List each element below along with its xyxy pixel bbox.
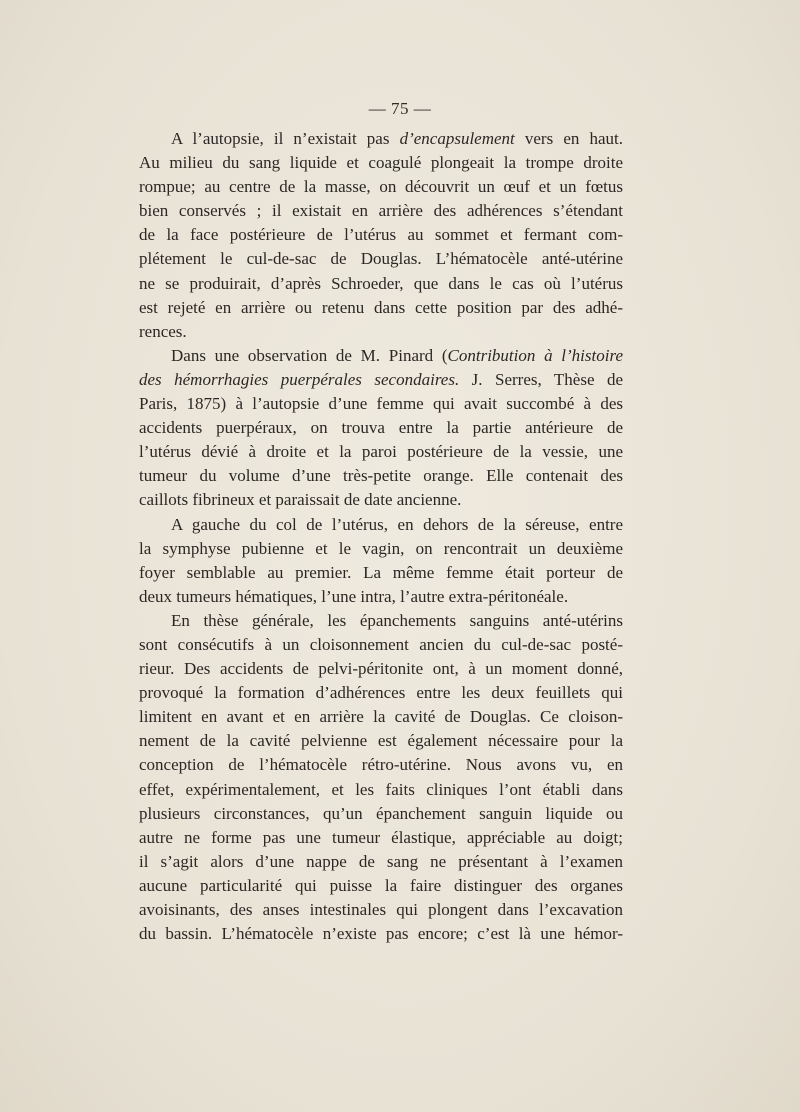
text-run: provoqué la formation d’adhérences entre les deux feuillets qui [139,683,623,703]
text-run: caillots fibrineux et paraissait de date ancienne. [139,490,462,510]
text-line [139,826,623,850]
text-line [139,392,623,416]
italic-text: Contribution à l’histoire [447,345,623,365]
text-line [139,127,623,151]
text-line [139,223,623,247]
text-run: la symphyse pubienne et le vagin, on rencontrait un deuxième [139,538,623,558]
text-run: sont consécutifs à un cloisonnement ancien du cul-de-sac posté- [139,634,623,654]
text-line [139,272,623,296]
text-line [139,705,623,729]
text-run: rences. [139,321,187,341]
text-line [139,440,623,464]
text-run: limitent en avant et en arrière la cavité de Douglas. Ce cloison- [139,707,623,727]
text-run: avoisinants, des anses intestinales qui plongent dans l’excavation [139,900,623,919]
text-line [139,753,623,777]
text-line [139,922,623,946]
text-run: nement de la cavité pelvienne est également nécessaire pour la [139,731,623,751]
text-run: foyer semblable au premier. La même femme était porteur de [139,562,623,582]
text-run: plétement le cul-de-sac de Douglas. L’hématocèle anté-utérine [139,249,623,269]
text-run: A l’autopsie, il n’existait pas [171,129,400,148]
text-run: Dans une observation de M. Pinard ( [171,345,448,365]
text-run: rieur. Des accidents de pelvi-péritonite ont, à un moment donné, [139,659,623,679]
text-line [139,151,623,175]
text-run: tumeur du volume d’une très-petite orange. Elle contenait des [139,466,623,486]
text-run: aucune particularité qui puisse la faire distinguer des organes [139,875,623,895]
text-line [139,681,623,705]
text-line [139,344,623,368]
text-run: bien conservés ; il existait en arrière des adhérences s’étendant [139,201,623,221]
text-line [139,416,623,440]
text-line [139,513,623,537]
text-line [139,175,623,199]
body-text [139,127,623,946]
text-line [139,561,623,585]
text-line [139,729,623,753]
text-run: effet, expérimentalement, et les faits cliniques l’ont établi dans [139,779,623,799]
text-line [139,199,623,223]
text-line [139,320,623,344]
text-line [139,657,623,681]
text-run: autre ne forme pas une tumeur élastique, appréciable au doigt; [139,827,623,847]
text-run: du bassin. L’hématocèle n’existe pas encore; c’est là une hémor- [139,924,623,944]
text-run: de la face postérieure de l’utérus au sommet et fermant com- [139,225,623,245]
text-run: il s’agit alors d’une nappe de sang ne présentant à l’examen [139,851,623,871]
text-run: J. Serres, Thèse de [459,369,623,389]
text-run: Paris, 1875) à l’autopsie d’une femme qui avait succombé à des [139,394,623,414]
text-run: deux tumeurs hématiques, l’une intra, l’autre extra-péritonéale. [139,586,569,606]
text-line [139,898,623,922]
text-line [139,296,623,320]
text-line [139,488,623,512]
text-run: l’utérus dévié à droite et la paroi postérieure de la vessie, une [139,442,623,462]
page-number: — 75 — [368,99,432,118]
text-line [139,464,623,488]
text-line [139,850,623,874]
text-run: ne se produirait, d’après Schroeder, que dans le cas où l’utérus [139,273,623,293]
text-run: conception de l’hématocèle rétro-utérine. Nous avons vu, en [139,755,623,775]
text-line [139,247,623,271]
text-line [139,537,623,561]
text-line [139,633,623,657]
text-line [139,609,623,633]
text-run: A gauche du col de l’utérus, en dehors de la séreuse, entre [171,514,623,534]
text-run: En thèse générale, les épanchements sanguins anté-utérins [171,610,623,630]
text-line [139,874,623,898]
text-run: est rejeté en arrière ou retenu dans cette position par des adhé- [139,297,623,317]
text-run: Au milieu du sang liquide et coagulé plongeait la trompe droite [139,153,623,173]
text-run: plusieurs circonstances, qu’un épanchement sanguin liquide ou [139,803,623,823]
text-line [139,778,623,802]
text-line [139,802,623,826]
text-run: rompue; au centre de la masse, on découvrit un œuf et un fœtus [139,177,623,197]
text-run: accidents puerpéraux, on trouva entre la partie antérieure de [139,418,623,438]
italic-text: d’encapsulement [399,129,515,148]
text-line [139,368,623,392]
text-line [139,585,623,609]
text-run: vers en haut. [514,129,623,148]
italic-text: des hémorrhagies puerpérales secondaires. [139,369,460,389]
